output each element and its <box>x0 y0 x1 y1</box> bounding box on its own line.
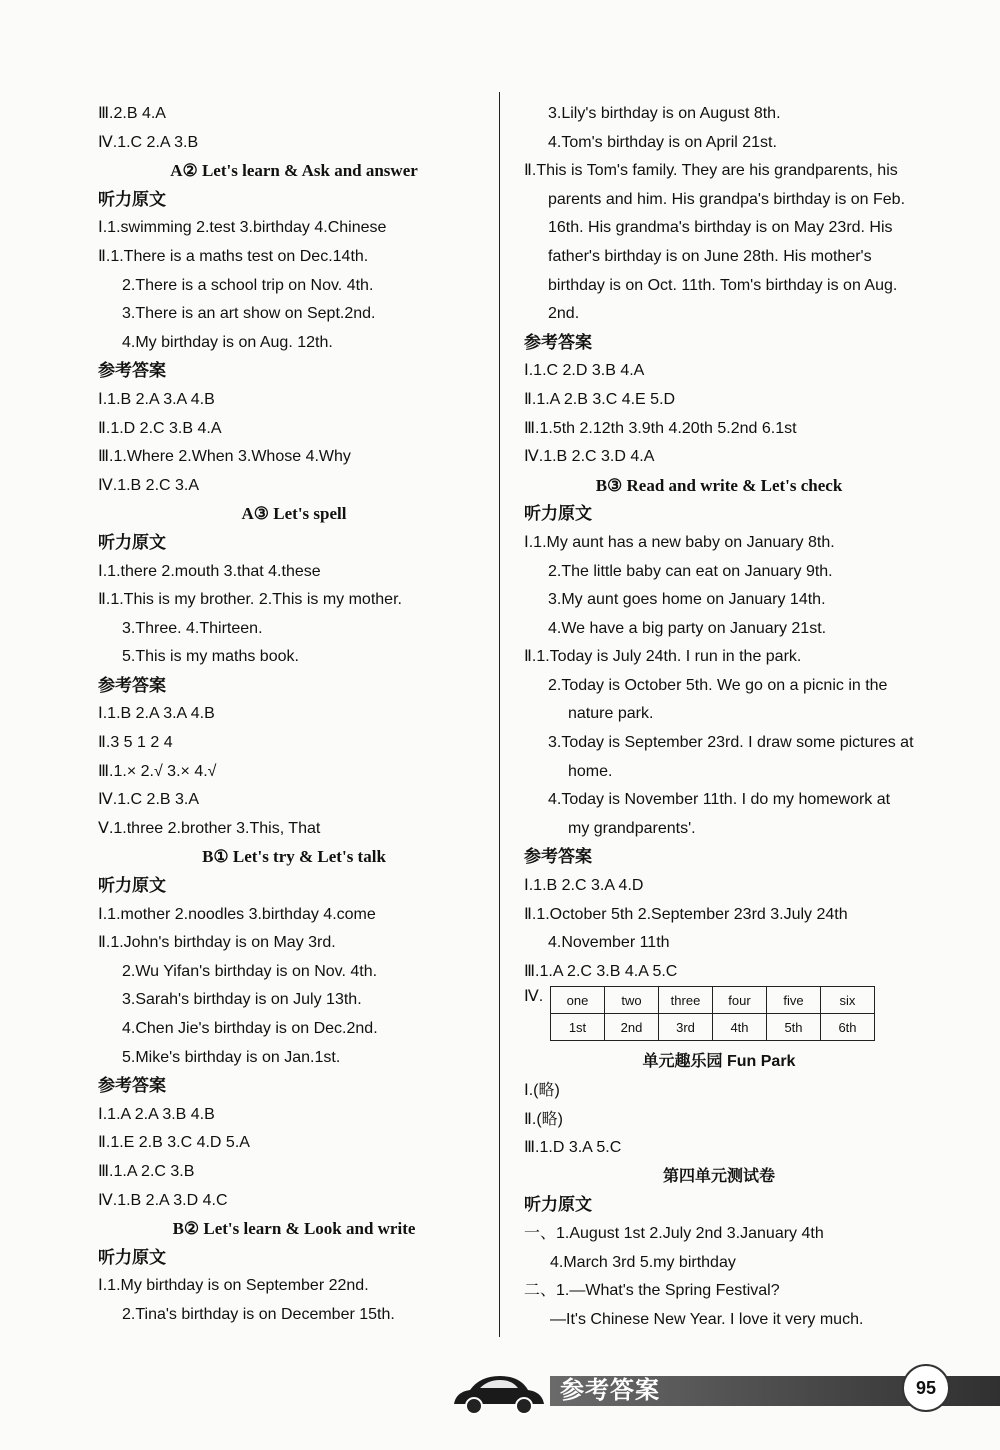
text-line: Ⅰ.1.swimming 2.test 3.birthday 4.Chinese <box>98 219 387 237</box>
table-cell: 2nd <box>605 1014 659 1041</box>
text-line: Ⅲ.1.× 2.√ 3.× 4.√ <box>98 762 217 780</box>
section-title: B③ Read and write & Let's check <box>595 475 843 495</box>
text-line: Ⅱ.1.Today is July 24th. I run in the park. <box>524 648 802 666</box>
text-line: Ⅱ.(略) <box>524 1110 563 1128</box>
section-heading: 参考答案 <box>98 361 166 381</box>
text-line: Ⅰ.1.mother 2.noodles 3.birthday 4.come <box>98 905 376 923</box>
text-line: 3.Three. 4.Thirteen. <box>122 619 263 637</box>
ordinal-table <box>550 986 875 1041</box>
text-line: Ⅰ.1.A 2.A 3.B 4.B <box>98 1105 215 1123</box>
table-cell: two <box>605 987 659 1014</box>
paragraph: 4.Today is November 11th. I do my homework at my grandparents'. <box>548 791 891 837</box>
right-column <box>524 100 914 1334</box>
table-cell: 1st <box>551 1014 605 1041</box>
right-column-bottom <box>524 1048 914 1334</box>
column-divider <box>499 92 500 1337</box>
page-number: 95 <box>902 1364 950 1412</box>
text-line: 二、1.—What's the Spring Festival? <box>524 1282 780 1300</box>
section-heading: 听力原文 <box>98 532 166 552</box>
table-cell: 5th <box>767 1014 821 1041</box>
text-line: 4.Chen Jie's birthday is on Dec.2nd. <box>122 1020 378 1037</box>
paragraph: 2.Today is October 5th. We go on a picnic in the nature park. <box>548 676 888 723</box>
section-heading: 参考答案 <box>524 847 592 867</box>
text-line: 4.We have a big party on January 21st. <box>548 619 827 637</box>
text-line: Ⅰ.1.B 2.A 3.A 4.B <box>98 390 215 408</box>
table-label: Ⅳ. <box>524 988 544 1006</box>
text-line: 4.November 11th <box>548 934 670 952</box>
text-line: Ⅲ.1.D 3.A 5.C <box>524 1139 622 1157</box>
table-cell: 4th <box>713 1014 767 1041</box>
table-row <box>551 1014 875 1041</box>
text-line: Ⅱ.1.E 2.B 3.C 4.D 5.A <box>98 1134 250 1152</box>
table-row <box>551 987 875 1014</box>
table-cell: 6th <box>821 1014 875 1041</box>
section-heading: 参考答案 <box>98 675 166 695</box>
text-line: Ⅰ.(略) <box>524 1082 560 1099</box>
table-cell: five <box>767 987 821 1014</box>
text-line: 2.Wu Yifan's birthday is on Nov. 4th. <box>122 962 378 980</box>
section-title: B① Let's try & Let's talk <box>202 847 386 867</box>
text-line: Ⅱ.1.October 5th 2.September 23rd 3.July 24th <box>524 905 848 923</box>
text-line: 4.Tom's birthday is on April 21st. <box>548 133 777 151</box>
text-line: 4.March 3rd 5.my birthday <box>550 1253 736 1271</box>
text-line: 3.Lily's birthday is on August 8th. <box>548 105 781 122</box>
right-column-top <box>524 100 914 986</box>
car-icon <box>450 1366 550 1416</box>
text-line: 一、1.August 1st 2.July 2nd 3.January 4th <box>524 1224 824 1242</box>
text-line: —It's Chinese New Year. I love it very much. <box>550 1310 864 1328</box>
text-line: Ⅳ.1.C 2.A 3.B <box>98 133 199 151</box>
text-line: Ⅳ.1.B 2.A 3.D 4.C <box>98 1191 228 1209</box>
text-line: Ⅳ.1.C 2.B 3.A <box>98 791 200 809</box>
section-title: 第四单元测试卷 <box>662 1167 775 1185</box>
page-footer <box>450 1366 1000 1416</box>
section-title: A③ Let's spell <box>241 504 347 524</box>
text-line: Ⅲ.2.B 4.A <box>98 105 166 122</box>
section-heading: 参考答案 <box>98 1076 166 1096</box>
text-line: Ⅱ.1.This is my brother. 2.This is my mother. <box>98 591 402 609</box>
text-line: Ⅰ.1.B 2.A 3.A 4.B <box>98 705 215 723</box>
section-title: 单元趣乐园 Fun Park <box>642 1053 796 1071</box>
section-heading: 听力原文 <box>98 876 166 896</box>
answer-table-row <box>524 986 914 1048</box>
text-line: Ⅱ.1.There is a maths test on Dec.14th. <box>98 247 369 265</box>
text-line: Ⅲ.1.Where 2.When 3.Whose 4.Why <box>98 448 351 466</box>
table-cell: four <box>713 987 767 1014</box>
section-heading: 听力原文 <box>98 1247 166 1267</box>
table-cell: 3rd <box>659 1014 713 1041</box>
text-line: Ⅳ.1.B 2.C 3.A <box>98 476 200 494</box>
text-line: Ⅲ.1.A 2.C 3.B 4.A 5.C <box>524 962 678 980</box>
text-line: Ⅱ.1.John's birthday is on May 3rd. <box>98 934 336 952</box>
table-cell: one <box>551 987 605 1014</box>
text-line: 2.The little baby can eat on January 9th. <box>548 562 833 580</box>
text-line: 2.There is a school trip on Nov. 4th. <box>122 276 374 294</box>
paragraph: Ⅱ.This is Tom's family. They are his grandparents, his parents and him. His grandpa's birthday is on Feb. 16th. His grandma's birthday is on May 23rd. His father's birthday is on June 28th. His mother's birthday is on Oct. 11th. Tom's birthday is on Aug. 2nd. <box>524 162 906 323</box>
text-line: Ⅲ.1.A 2.C 3.B <box>98 1162 195 1180</box>
section-heading: 听力原文 <box>98 189 166 209</box>
table-cell: six <box>821 987 875 1014</box>
footer-title: 参考答案 <box>560 1377 660 1404</box>
section-heading: 参考答案 <box>524 332 592 352</box>
text-line: Ⅴ.1.three 2.brother 3.This, That <box>98 819 321 837</box>
paragraph: 3.Today is September 23rd. I draw some pictures at home. <box>548 734 914 780</box>
section-heading: 听力原文 <box>524 1195 592 1215</box>
text-line: Ⅰ.1.My aunt has a new baby on January 8th. <box>524 533 835 551</box>
table-cell: three <box>659 987 713 1014</box>
section-title: B② Let's learn & Look and write <box>172 1219 416 1239</box>
text-line: Ⅰ.1.C 2.D 3.B 4.A <box>524 362 645 380</box>
text-line: 3.Sarah's birthday is on July 13th. <box>122 991 362 1009</box>
left-column <box>98 100 490 1330</box>
text-line: 2.Tina's birthday is on December 15th. <box>122 1305 395 1323</box>
text-line: Ⅱ.1.A 2.B 3.C 4.E 5.D <box>524 390 676 408</box>
text-line: Ⅰ.1.My birthday is on September 22nd. <box>98 1277 369 1295</box>
text-line: Ⅰ.1.there 2.mouth 3.that 4.these <box>98 562 321 580</box>
text-line: Ⅳ.1.B 2.C 3.D 4.A <box>524 448 655 466</box>
text-line: 5.This is my maths book. <box>122 648 299 666</box>
section-heading: 听力原文 <box>524 504 592 524</box>
text-line: 5.Mike's birthday is on Jan.1st. <box>122 1048 341 1066</box>
text-line: 4.My birthday is on Aug. 12th. <box>122 333 333 351</box>
section-title: A② Let's learn & Ask and answer <box>170 161 418 181</box>
text-line: Ⅱ.1.D 2.C 3.B 4.A <box>98 419 222 437</box>
text-line: Ⅲ.1.5th 2.12th 3.9th 4.20th 5.2nd 6.1st <box>524 419 797 437</box>
text-line: Ⅰ.1.B 2.C 3.A 4.D <box>524 877 644 895</box>
text-line: 3.There is an art show on Sept.2nd. <box>122 305 376 323</box>
text-line: Ⅱ.3 5 1 2 4 <box>98 734 173 752</box>
text-line: 3.My aunt goes home on January 14th. <box>548 591 826 609</box>
